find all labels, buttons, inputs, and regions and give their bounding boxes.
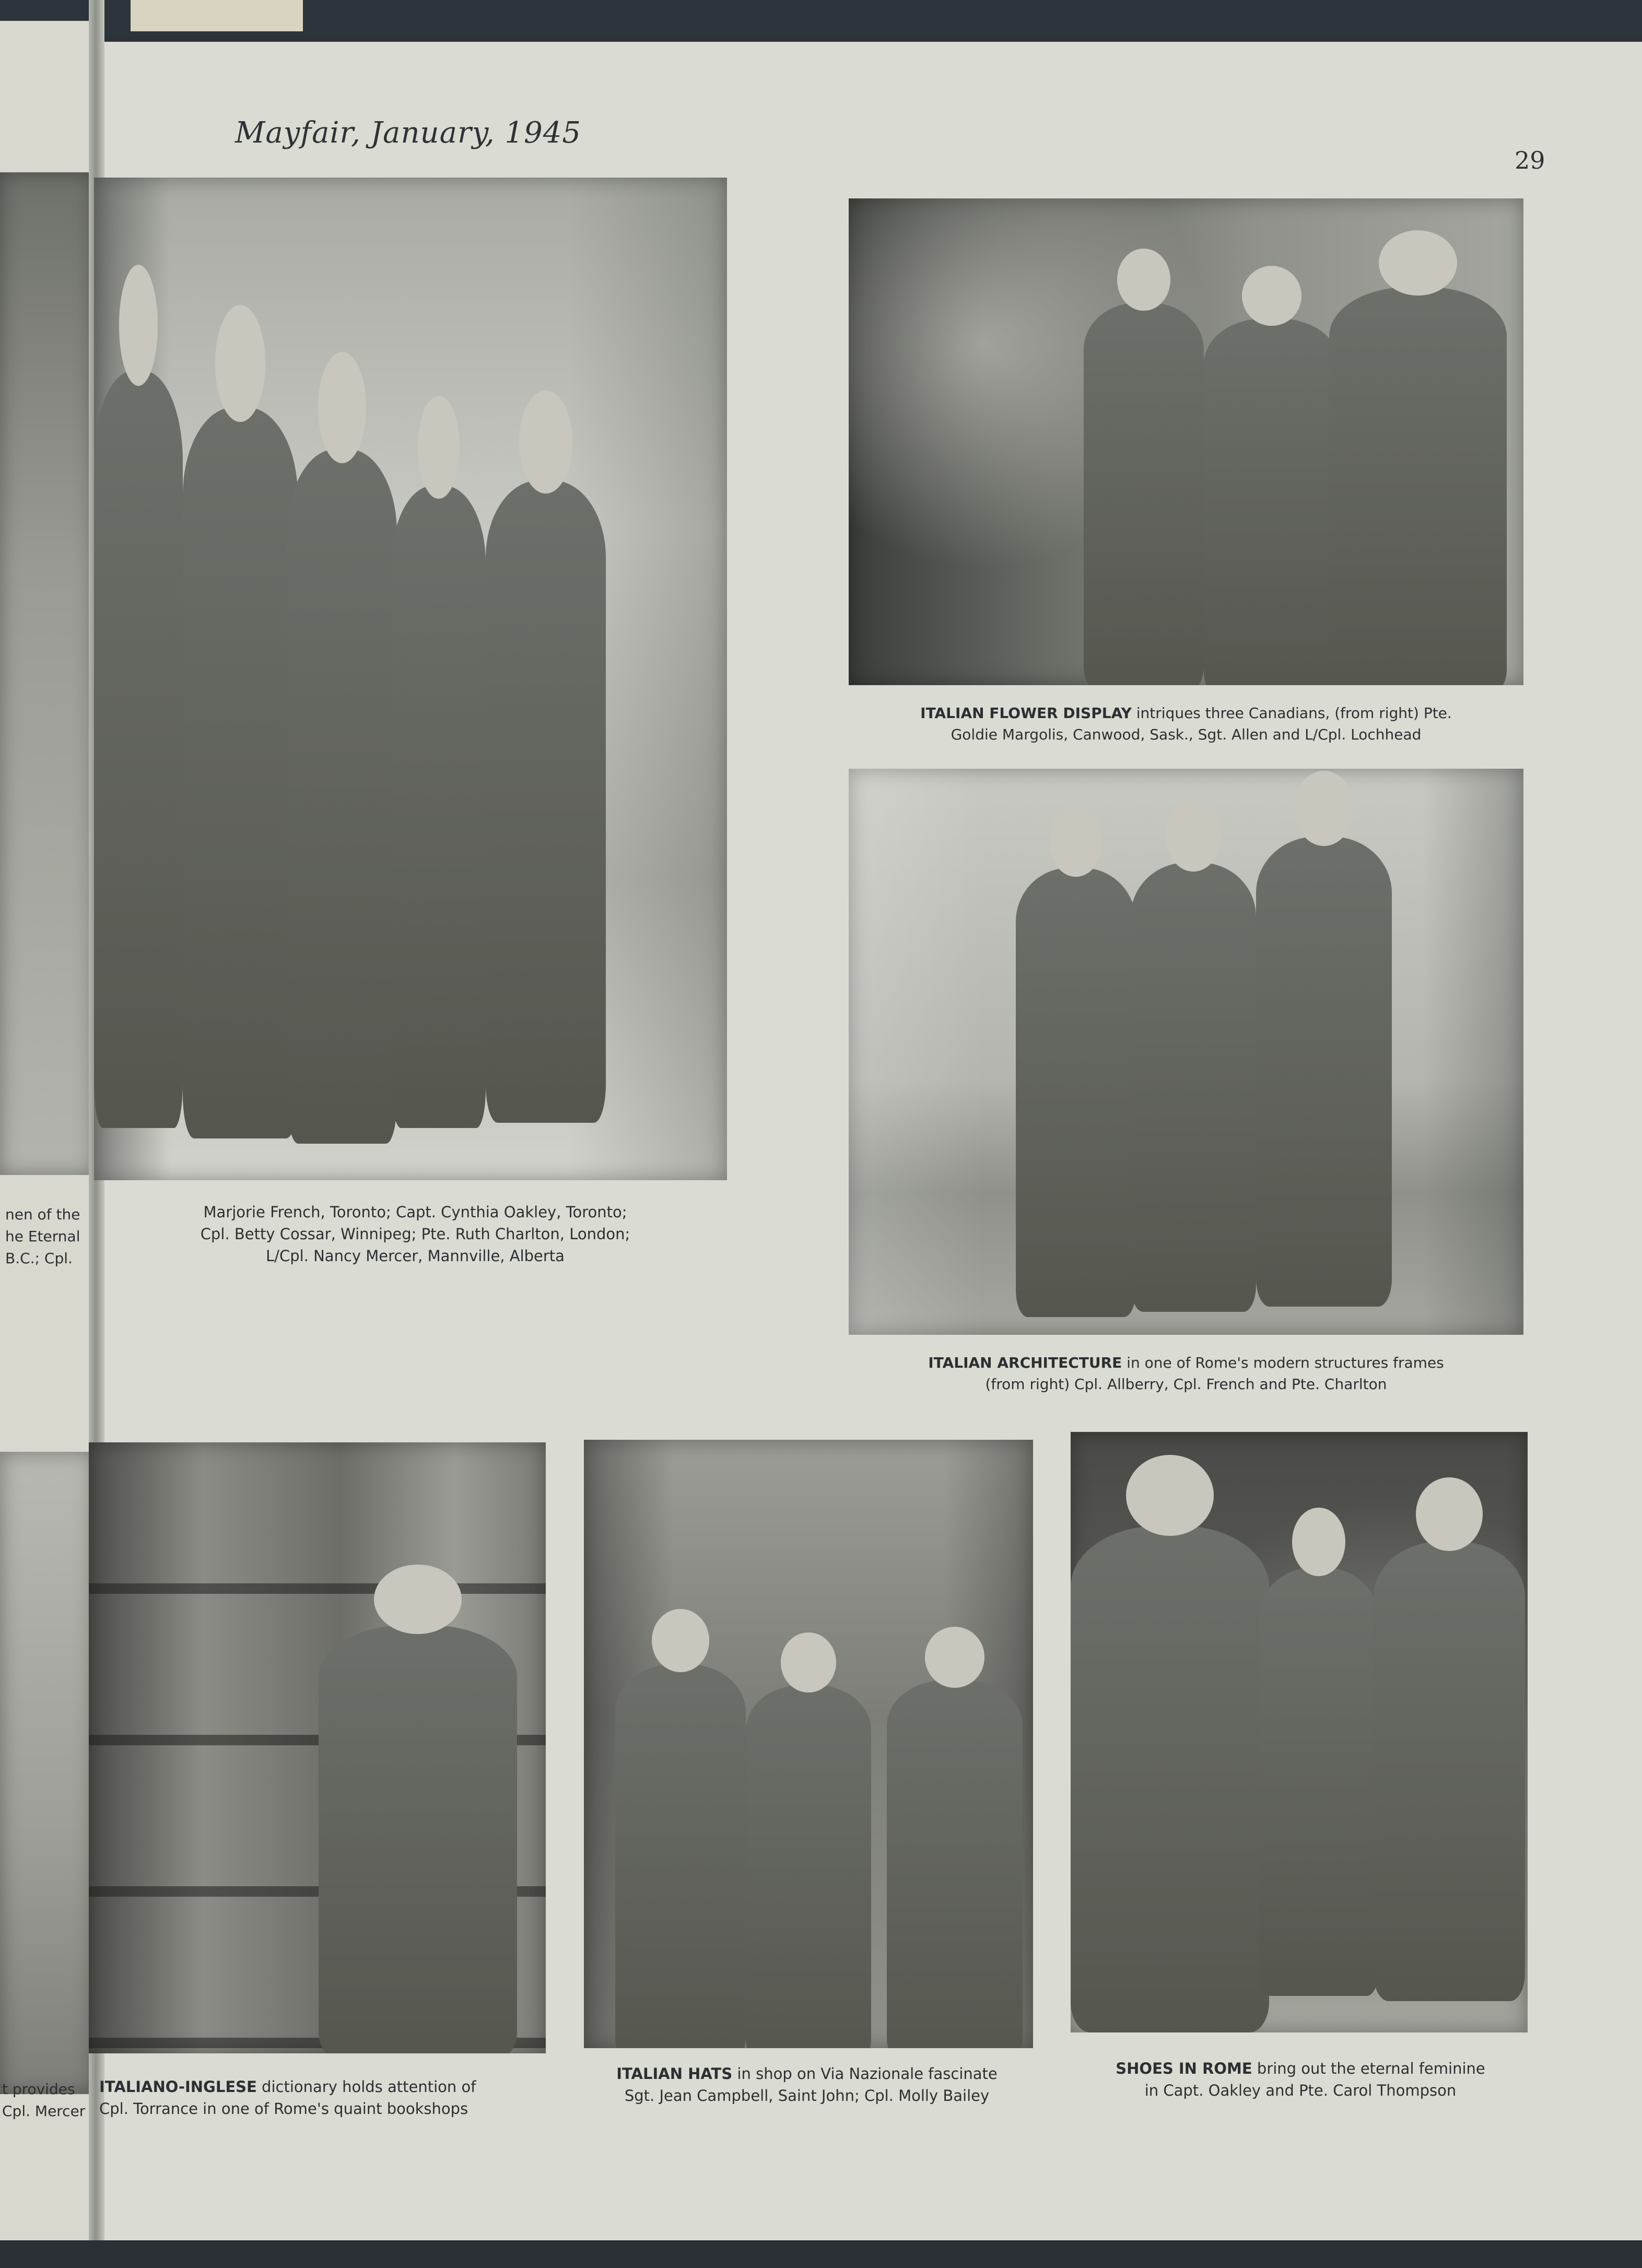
figure-woman [392, 486, 486, 1128]
left-page-photo-bottom [0, 1452, 94, 2094]
caption-line [849, 1353, 1523, 1374]
left-page-caption-line: he Eternal [5, 1228, 80, 1245]
figure-woman [615, 1664, 746, 2048]
left-page-caption-line: B.C.; Cpl. [5, 1250, 73, 1267]
photo-steps-group [94, 178, 727, 1180]
caption-line: Sgt. Jean Campbell, Saint John; Cpl. Molly Bailey [624, 2087, 990, 2105]
left-page-caption-line: t provides [2, 2081, 75, 2098]
figure-woman [319, 1625, 517, 2053]
figure-woman [1131, 863, 1256, 1312]
caption-line: in Capt. Oakley and Pte. Carol Thompson [1144, 2082, 1457, 2100]
caption-line [849, 703, 1523, 724]
caption-line: Cpl. Torrance in one of Rome's quaint bookshops [99, 2100, 468, 2118]
figure-woman [486, 480, 606, 1123]
photo-hat-shop [584, 1440, 1033, 2048]
caption-line: Marjorie French, Toronto; Capt. Cynthia Oakley, Toronto; [203, 1203, 627, 1221]
caption-line [569, 2063, 1045, 2085]
caption-lead: ITALIAN ARCHITECTURE [928, 1354, 1122, 1371]
figure-woman [887, 1680, 1023, 2048]
left-page-caption-bottom [2, 2078, 85, 2122]
figure-woman [287, 449, 397, 1144]
running-header: Mayfair, January, 1945 [235, 116, 582, 150]
caption-line: Goldie Margolis, Canwood, Sask., Sgt. Allen and L/Cpl. Lochhead [951, 725, 1422, 743]
caption-text: intriques three Canadians, (from right) Pte. [1131, 704, 1452, 722]
caption-shoe-shop [1065, 2058, 1535, 2101]
figure-woman [746, 1685, 871, 2048]
figure-woman [1259, 1568, 1379, 1996]
photo-bookshop [89, 1442, 546, 2053]
left-page-photo-top [0, 172, 94, 1175]
caption-hat-shop [569, 2063, 1045, 2107]
caption-line: L/Cpl. Nancy Mercer, Mannville, Alberta [266, 1247, 565, 1265]
left-page-caption-line: Cpl. Mercer [2, 2102, 86, 2120]
figure-woman [1256, 837, 1392, 1307]
caption-architecture [849, 1353, 1523, 1395]
left-page-caption-top [5, 1204, 80, 1270]
caption-bookshop [99, 2076, 517, 2120]
caption-line: (from right) Cpl. Allberry, Cpl. French and Pte. Charlton [985, 1375, 1387, 1393]
figure-woman [1084, 303, 1204, 685]
figure-woman [1374, 1542, 1525, 2001]
left-facing-page [0, 21, 97, 2268]
figure-man [1071, 1526, 1269, 2032]
figure-woman [94, 371, 183, 1128]
caption-line: Cpl. Betty Cossar, Winnipeg; Pte. Ruth Charlton, London; [200, 1225, 630, 1243]
caption-text: dictionary holds attention of [256, 2078, 476, 2096]
caption-text: in shop on Via Nazionale fascinate [732, 2065, 998, 2083]
caption-line [99, 2076, 517, 2098]
caption-line [1065, 2058, 1535, 2079]
caption-flower-display [849, 703, 1523, 745]
caption-text: bring out the eternal feminine [1252, 2060, 1485, 2077]
page-number: 29 [1515, 146, 1545, 174]
photo-architecture [849, 769, 1523, 1335]
photo-shoe-shop [1071, 1432, 1528, 2032]
figure-woman [1204, 319, 1340, 685]
figure-woman [1016, 868, 1136, 1317]
caption-lead: SHOES IN ROME [1116, 2060, 1252, 2077]
left-page-caption-line: nen of the [5, 1206, 80, 1223]
scanner-strip [131, 0, 303, 31]
caption-text: in one of Rome's modern structures frames [1122, 1354, 1444, 1371]
figure-woman [183, 407, 298, 1138]
caption-lead: ITALIANO-INGLESE [99, 2078, 257, 2096]
photo-flower-display [849, 198, 1523, 685]
scanner-bottom-edge [0, 2240, 1642, 2268]
figure-woman [1329, 287, 1507, 685]
caption-lead: ITALIAN HATS [616, 2065, 733, 2083]
caption-lead: ITALIAN FLOWER DISPLAY [920, 704, 1132, 722]
caption-steps-group [125, 1201, 705, 1267]
